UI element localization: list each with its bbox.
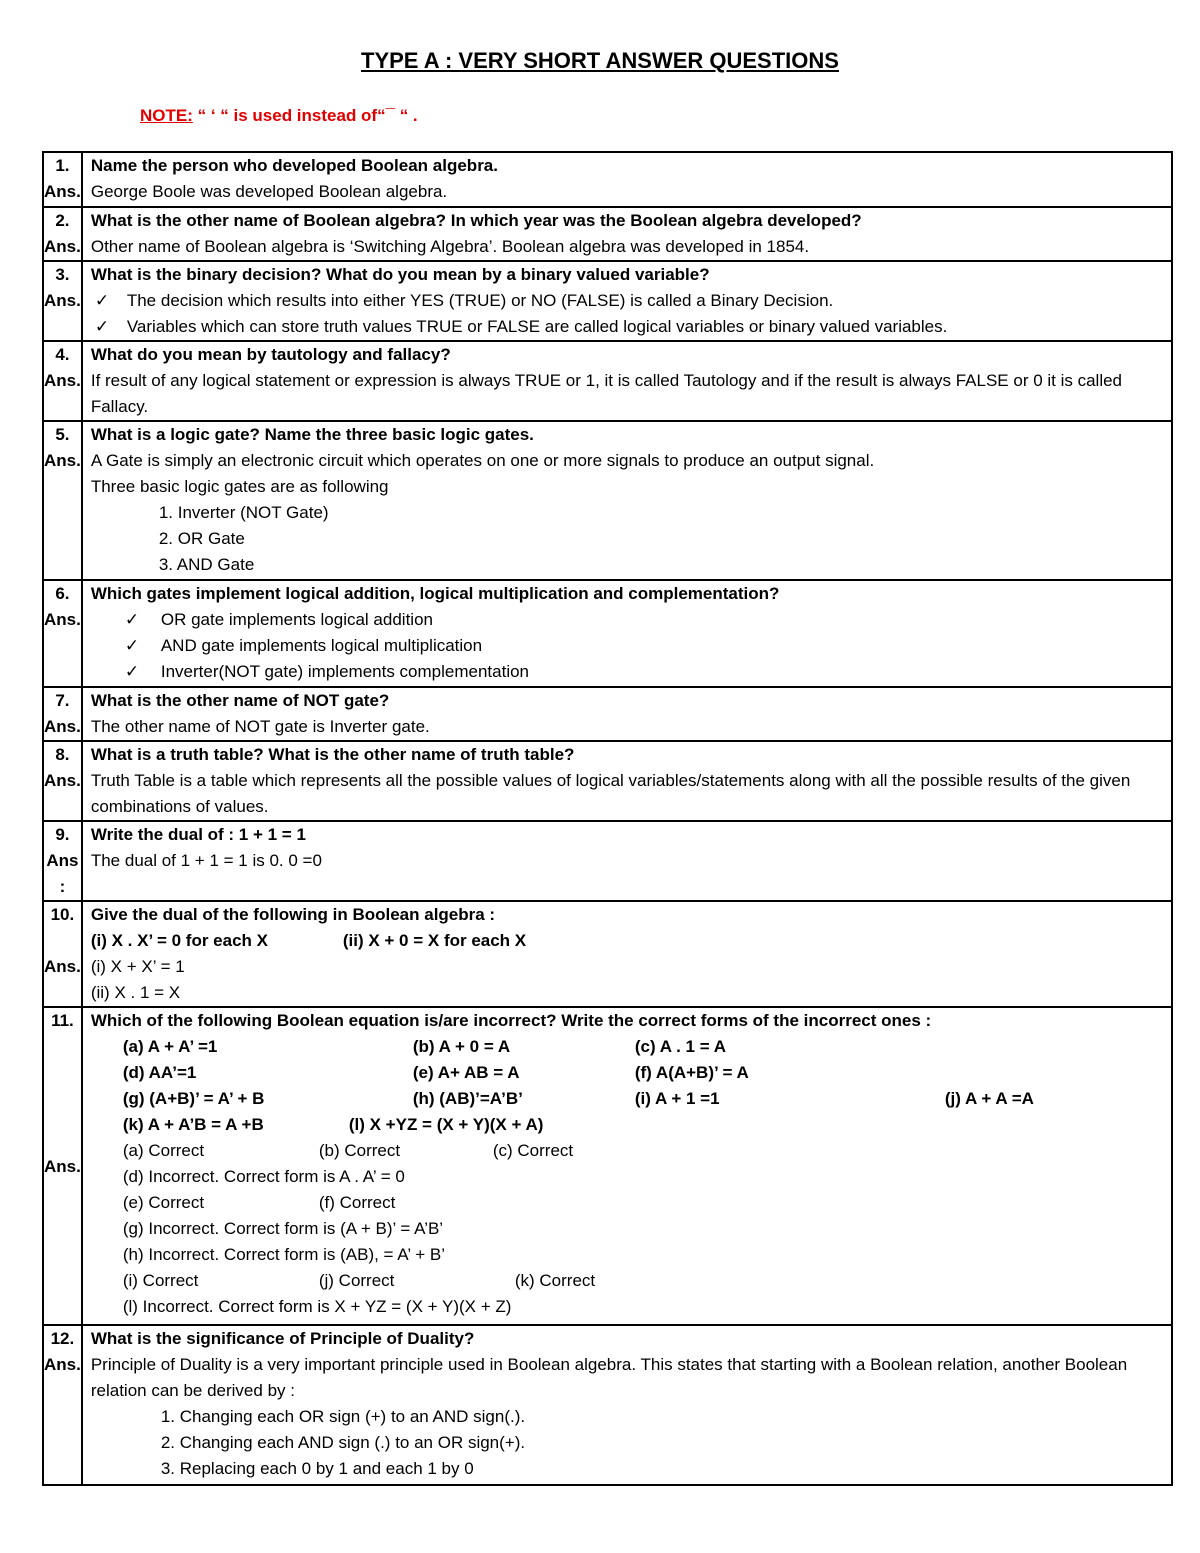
- question-number: 8.: [55, 745, 70, 764]
- answer-row: [91, 1268, 1165, 1294]
- list-item: 2. OR Gate: [158, 529, 245, 548]
- answer-item: (j) Correct: [318, 1271, 395, 1290]
- option: (d) AA’=1: [122, 1063, 197, 1082]
- note-text: “ ‘ “ is used instead of“¯ “ .: [192, 106, 418, 125]
- qa-row: [43, 1007, 1172, 1325]
- note-label: NOTE:: [140, 106, 193, 125]
- answer-text: Other name of Boolean algebra is ‘Switching Algebra’. Boolean algebra was developed in 1854.: [90, 237, 810, 256]
- answer-text: (ii) X . 1 = X: [90, 983, 181, 1002]
- checklist-text: Inverter(NOT gate) implements complementation: [160, 662, 530, 681]
- option: (i) A + 1 =1: [634, 1089, 720, 1108]
- question-text: What is the other name of Boolean algebra? In which year was the Boolean algebra developed?: [90, 211, 862, 230]
- answer-label: Ans.: [44, 371, 81, 390]
- answer-text: Three basic logic gates are as following: [90, 477, 389, 496]
- answer-item: (l) Incorrect. Correct form is X + YZ = (X + Y)(X + Z): [122, 1297, 512, 1316]
- answer-item: (h) Incorrect. Correct form is (AB), = A’ + B’: [122, 1245, 445, 1264]
- answer-item: (c) Correct: [492, 1141, 574, 1160]
- answer-text: George Boole was developed Boolean algebra.: [90, 182, 448, 201]
- option: (k) A + A’B = A +B: [122, 1115, 264, 1134]
- question-number: 3.: [55, 265, 70, 284]
- answer-item: (d) Incorrect. Correct form is A . A’ = 0: [122, 1167, 405, 1186]
- question-subpart: (ii) X + 0 = X for each X: [342, 931, 527, 950]
- question-text: Write the dual of : 1 + 1 = 1: [90, 825, 306, 844]
- question-text: What is the significance of Principle of Duality?: [90, 1329, 475, 1348]
- question-text: Give the dual of the following in Boolean algebra :: [90, 905, 496, 924]
- checkmark-icon: ✓: [94, 291, 110, 310]
- question-text: Which of the following Boolean equation is/are incorrect? Write the correct forms of the incorrect ones :: [90, 1011, 932, 1030]
- option: (c) A . 1 = A: [634, 1037, 727, 1056]
- answer-text: A Gate is simply an electronic circuit which operates on one or more signals to produce an output signal.: [90, 451, 875, 470]
- answer-item: (i) Correct: [122, 1271, 199, 1290]
- qa-row: [43, 901, 1172, 1007]
- qa-row: [43, 687, 1172, 741]
- answer-item: (g) Incorrect. Correct form is (A + B)’ = A’B’: [122, 1219, 444, 1238]
- qa-row: [43, 341, 1172, 421]
- qa-row: [43, 421, 1172, 580]
- option-grid: [91, 1034, 1165, 1112]
- question-number: 4.: [55, 345, 70, 364]
- answer-text: Truth Table is a table which represents all the possible values of logical variables/statements along with all the possible results of the given combinations of values.: [90, 771, 1131, 816]
- answer-label: Ans.: [44, 237, 81, 256]
- checkmark-icon: ✓: [124, 610, 140, 629]
- checklist-item: [91, 607, 1165, 633]
- note: [140, 106, 418, 126]
- answer-label: Ans.: [44, 451, 81, 470]
- checkmark-icon: ✓: [124, 636, 140, 655]
- option-row: [91, 1112, 1165, 1138]
- question-number: 10.: [50, 905, 75, 924]
- list-item: 1. Inverter (NOT Gate): [158, 503, 329, 522]
- answer-row: [91, 1138, 1165, 1164]
- checklist-text: The decision which results into either YES (TRUE) or NO (FALSE) is called a Binary Decision.: [126, 291, 834, 310]
- list-item: 3. AND Gate: [158, 555, 255, 574]
- question-number: 12.: [50, 1329, 75, 1348]
- qa-row: [43, 741, 1172, 821]
- question-number: 11.: [51, 1011, 74, 1030]
- question-number: 2.: [55, 211, 70, 230]
- option: (e) A+ AB = A: [412, 1063, 520, 1082]
- answer-label: Ans.: [44, 717, 81, 736]
- option: (a) A + A’ =1: [122, 1037, 218, 1056]
- answer-label: Ans.: [44, 1355, 81, 1374]
- option: [945, 1034, 1165, 1060]
- option: [945, 1060, 1165, 1086]
- answer-text: Principle of Duality is a very important principle used in Boolean algebra. This states that starting with a Boolean relation, another Boolean relation can be derived by :: [90, 1355, 1128, 1400]
- answer-row: [91, 1190, 1165, 1216]
- question-text: What is the binary decision? What do you mean by a binary valued variable?: [90, 265, 710, 284]
- question-text: Which gates implement logical addition, logical multiplication and complementation?: [90, 584, 780, 603]
- qa-row: [43, 152, 1172, 207]
- checklist-item: [91, 633, 1165, 659]
- option: (l) X +YZ = (X + Y)(X + A): [348, 1115, 544, 1134]
- answer-item: (b) Correct: [318, 1141, 401, 1160]
- answer-text: The dual of 1 + 1 = 1 is 0. 0 =0: [90, 851, 322, 870]
- qa-row: [43, 261, 1172, 341]
- checklist-text: OR gate implements logical addition: [160, 610, 433, 629]
- question-subparts: [91, 928, 1165, 954]
- checklist-item: [91, 659, 1165, 685]
- answer-item: (a) Correct: [122, 1141, 205, 1160]
- answer-label: Ans: [46, 851, 79, 870]
- option: (b) A + 0 = A: [412, 1037, 511, 1056]
- option: (g) (A+B)’ = A’ + B: [122, 1089, 265, 1108]
- answer-label: Ans.: [44, 291, 81, 310]
- qa-row: [43, 207, 1172, 261]
- answer-text: (i) X + X’ = 1: [90, 957, 185, 976]
- page-title: TYPE A : VERY SHORT ANSWER QUESTIONS: [361, 48, 839, 73]
- checklist-item: [91, 314, 1165, 340]
- qa-row: [43, 821, 1172, 901]
- answer-colon: :: [59, 877, 66, 896]
- answer-text: The other name of NOT gate is Inverter gate.: [90, 717, 430, 736]
- question-number: 7.: [55, 691, 70, 710]
- checkmark-icon: ✓: [94, 317, 110, 336]
- question-text: Name the person who developed Boolean algebra.: [90, 156, 498, 175]
- checklist-text: Variables which can store truth values TRUE or FALSE are called logical variables or binary valued variables.: [126, 317, 948, 336]
- list-item: 3. Replacing each 0 by 1 and each 1 by 0: [160, 1459, 474, 1478]
- answer-item: (e) Correct: [122, 1193, 205, 1212]
- answer-label: Ans.: [44, 957, 81, 976]
- question-number: 5.: [55, 425, 70, 444]
- qa-table: [42, 151, 1173, 1486]
- checklist-item: [91, 288, 1165, 314]
- question-number: 6.: [55, 584, 70, 603]
- answer-label: Ans.: [44, 771, 81, 790]
- answer-item: (f) Correct: [318, 1193, 396, 1212]
- question-subpart: (i) X . X’ = 0 for each X: [90, 931, 268, 950]
- question-text: What is the other name of NOT gate?: [90, 691, 390, 710]
- answer-label: Ans.: [44, 1157, 81, 1176]
- checkmark-icon: ✓: [124, 662, 140, 681]
- checklist-text: AND gate implements logical multiplication: [160, 636, 483, 655]
- option: (f) A(A+B)’ = A: [634, 1063, 749, 1082]
- question-number: 1.: [55, 156, 70, 175]
- answer-text: If result of any logical statement or expression is always TRUE or 1, it is called Tautology and if the result is always FALSE or 0 it is called Fallacy.: [90, 371, 1123, 416]
- question-number: 9.: [55, 825, 70, 844]
- qa-row: [43, 580, 1172, 687]
- list-item: 2. Changing each AND sign (.) to an OR sign(+).: [160, 1433, 526, 1452]
- answer-label: Ans.: [44, 610, 81, 629]
- list-item: 1. Changing each OR sign (+) to an AND sign(.).: [160, 1407, 526, 1426]
- qa-row: [43, 1325, 1172, 1485]
- question-text: What is a truth table? What is the other name of truth table?: [90, 745, 575, 764]
- question-text: What is a logic gate? Name the three basic logic gates.: [90, 425, 534, 444]
- option: (h) (AB)’=A’B’: [412, 1089, 523, 1108]
- question-text: What do you mean by tautology and fallacy?: [90, 345, 451, 364]
- option: (j) A + A =A: [944, 1089, 1034, 1108]
- answer-label: Ans.: [44, 182, 81, 201]
- answer-item: (k) Correct: [514, 1271, 596, 1290]
